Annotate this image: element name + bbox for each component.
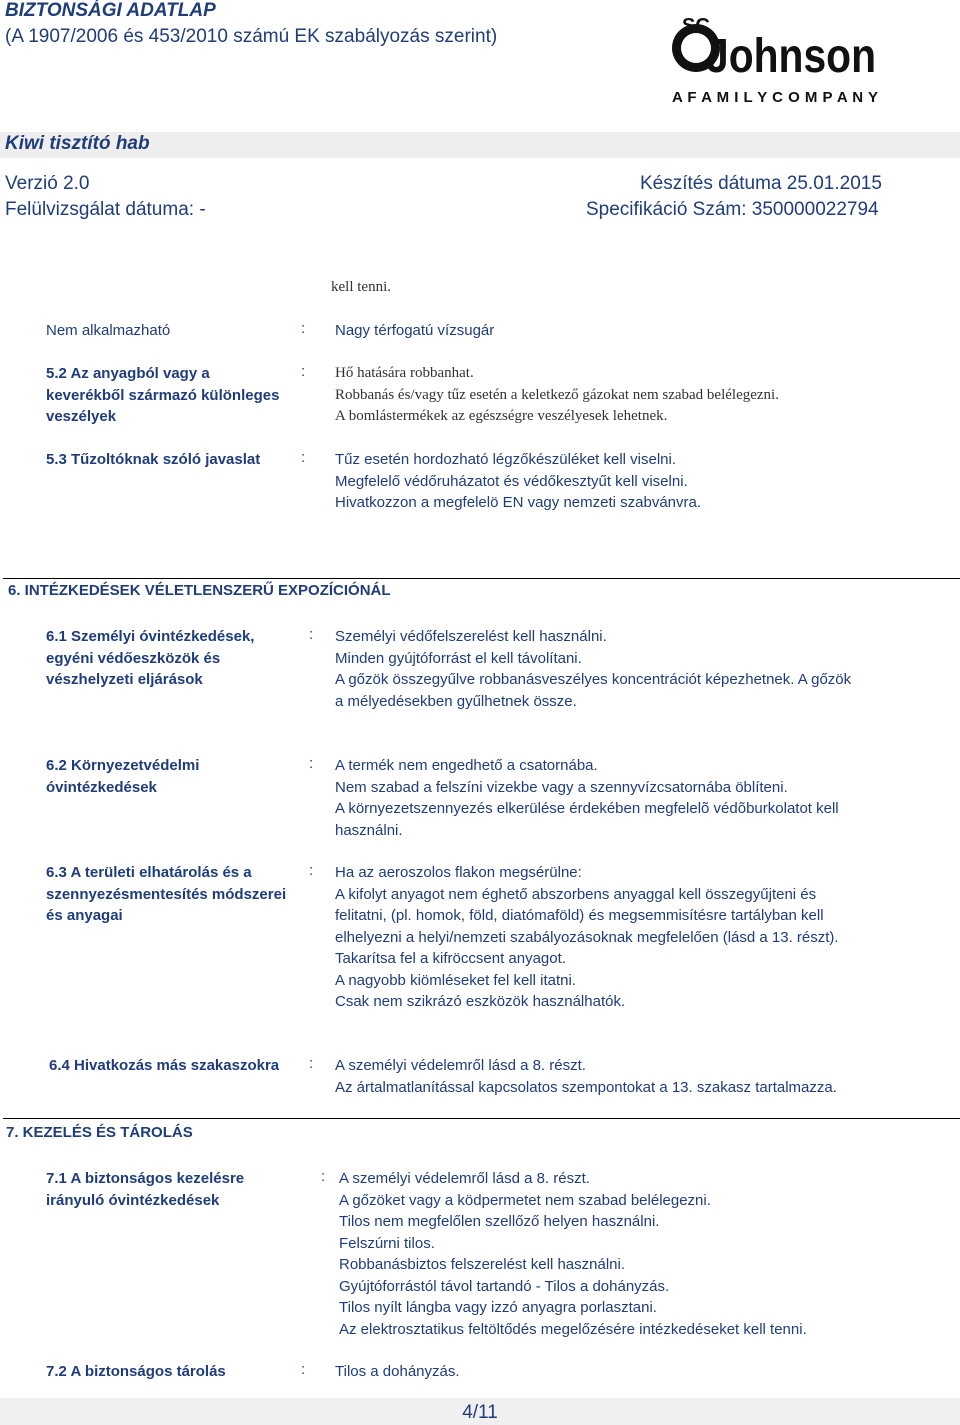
s72-label: 7.2 A biztonságos tárolás xyxy=(46,1363,226,1380)
s64-values: A személyi védelemről lásd a 8. részt. Az ártalmatlanítással kapcsolatos szempontokat a 13. szakasz tartalmazza. xyxy=(335,1057,837,1096)
colon: : xyxy=(309,1055,314,1072)
svg-text:A F A M I L Y C O M P A N Y: A F A M I L Y C O M P A N Y xyxy=(672,89,878,106)
s53-label: 5.3 Tűzoltóknak szóló javaslat xyxy=(46,451,261,468)
colon: : xyxy=(301,1361,306,1378)
colon: : xyxy=(321,1168,326,1185)
s72-value: Tilos a dohányzás. xyxy=(335,1363,460,1380)
version: Verzió 2.0 xyxy=(5,173,90,194)
s71-label: 7.1 A biztonságos kezelésre irányuló óvintézkedések xyxy=(46,1170,245,1209)
s53-values: Tűz esetén hordozható légzőkészüléket kell viselni. Megfelelő védőruházatot és védőkesztyűt kell viselni. Hivatkozzon a megfelelö EN vagy nemzeti szabvánvra. xyxy=(335,451,702,511)
s61-label: 6.1 Személyi óvintézkedések, egyéni védőeszközök és vészhelyzeti eljárások xyxy=(46,628,255,688)
colon: : xyxy=(309,626,314,643)
colon: : xyxy=(309,862,314,879)
s63-values: Ha az aeroszolos flakon megsérülne: A kifolyt anyagot nem éghető abszorbens anyaggal kell összegyűjteni és felitatni, (pl. homok, föld, diatómaföld) és megsemmisítésre tartályban kell elhelyezni a helyi/nemzeti szabályozásoknak megfelelően (lásd a 13. részt). Takarítsa fel a kifröccsent anyagot. A nagyobb kiömléseket fel kell itatni. Csak nem szikrázó eszközök használhatók. xyxy=(335,864,839,1010)
colon: : xyxy=(309,755,314,772)
review-date: Felülvizsgálat dátuma: - xyxy=(5,199,206,220)
section-divider xyxy=(3,578,960,579)
spec-number: Specifikáció Szám: 350000022794 xyxy=(586,199,879,220)
s62-values: A termék nem engedhető a csatornába. Nem szabad a felszíni vizekbe vagy a szennyvízcsatornába öblíteni. A környezetszennyezés elkerülése érdekében megfelelõ védõburkolatot kell használni. xyxy=(335,757,839,839)
svg-text:SC: SC xyxy=(682,15,710,37)
sc-johnson-logo xyxy=(668,10,880,106)
page-number: 4/11 xyxy=(462,1402,498,1423)
colon: : xyxy=(301,363,306,380)
continued-text: kell tenni. xyxy=(331,279,391,295)
product-name: Kiwi tisztító hab xyxy=(5,133,150,154)
document-title: BIZTONSÁGI ADATLAP xyxy=(5,0,216,21)
s71-values: A személyi védelemről lásd a 8. részt. A gőzöket vagy a ködpermetet nem szabad belélegezni. Tilos nem megfelőlen szellőző helyen használni. Felszúrni tilos. Robbanásbiztos felszerelést kell használni. Gyújtóforrástól távol tartandó - Tilos a dohányzás. Tilos nyílt lángba vagy izzó anyagra porlasztani. Az elektrosztatikus feltöltődés megelőzésére intézkedéseket kell tenni. xyxy=(339,1170,807,1338)
s64-label: 6.4 Hivatkozás más szakaszokra xyxy=(49,1057,280,1074)
section7-heading: 7. KEZELÉS ÉS TÁROLÁS xyxy=(6,1124,193,1141)
s63-label: 6.3 A területi elhatárolás és a szennyezésmentesítés módszerei és anyagai xyxy=(46,864,287,924)
created-date: Készítés dátuma 25.01.2015 xyxy=(640,173,882,194)
not-applicable-value: Nagy térfogatú vízsugár xyxy=(335,322,495,339)
section6-heading: 6. INTÉZKEDÉSEK VÉLETLENSZERŰ EXPOZÍCIÓNÁL xyxy=(8,582,391,599)
not-applicable-label: Nem alkalmazható xyxy=(46,322,171,339)
s52-label: 5.2 Az anyagból vagy a keverékből származó különleges veszélyek xyxy=(46,365,280,425)
colon: : xyxy=(301,449,306,466)
section-divider xyxy=(3,1118,960,1119)
colon: : xyxy=(301,320,306,337)
s52-values: Hő hatására robbanhat. Robbanás és/vagy tűz esetén a keletkező gázokat nem szabad belélegezni. A bomlástermékek az egészségre veszélyesek lehetnek. xyxy=(335,365,779,424)
s61-values: Személyi védőfelszerelést kell használni. Minden gyújtóforrást el kell távolítani. A gőzök összegyűlve robbanásveszélyes koncentrációt képezhetnek. A gőzök a mélyedésekben gyűlhetnek össze. xyxy=(335,628,852,710)
s62-label: 6.2 Környezetvédelmi óvintézkedések xyxy=(46,757,200,796)
regulation-subtitle: (A 1907/2006 és 453/2010 számú EK szabályozás szerint) xyxy=(5,26,498,47)
svg-text:Johnson: Johnson xyxy=(706,30,876,83)
